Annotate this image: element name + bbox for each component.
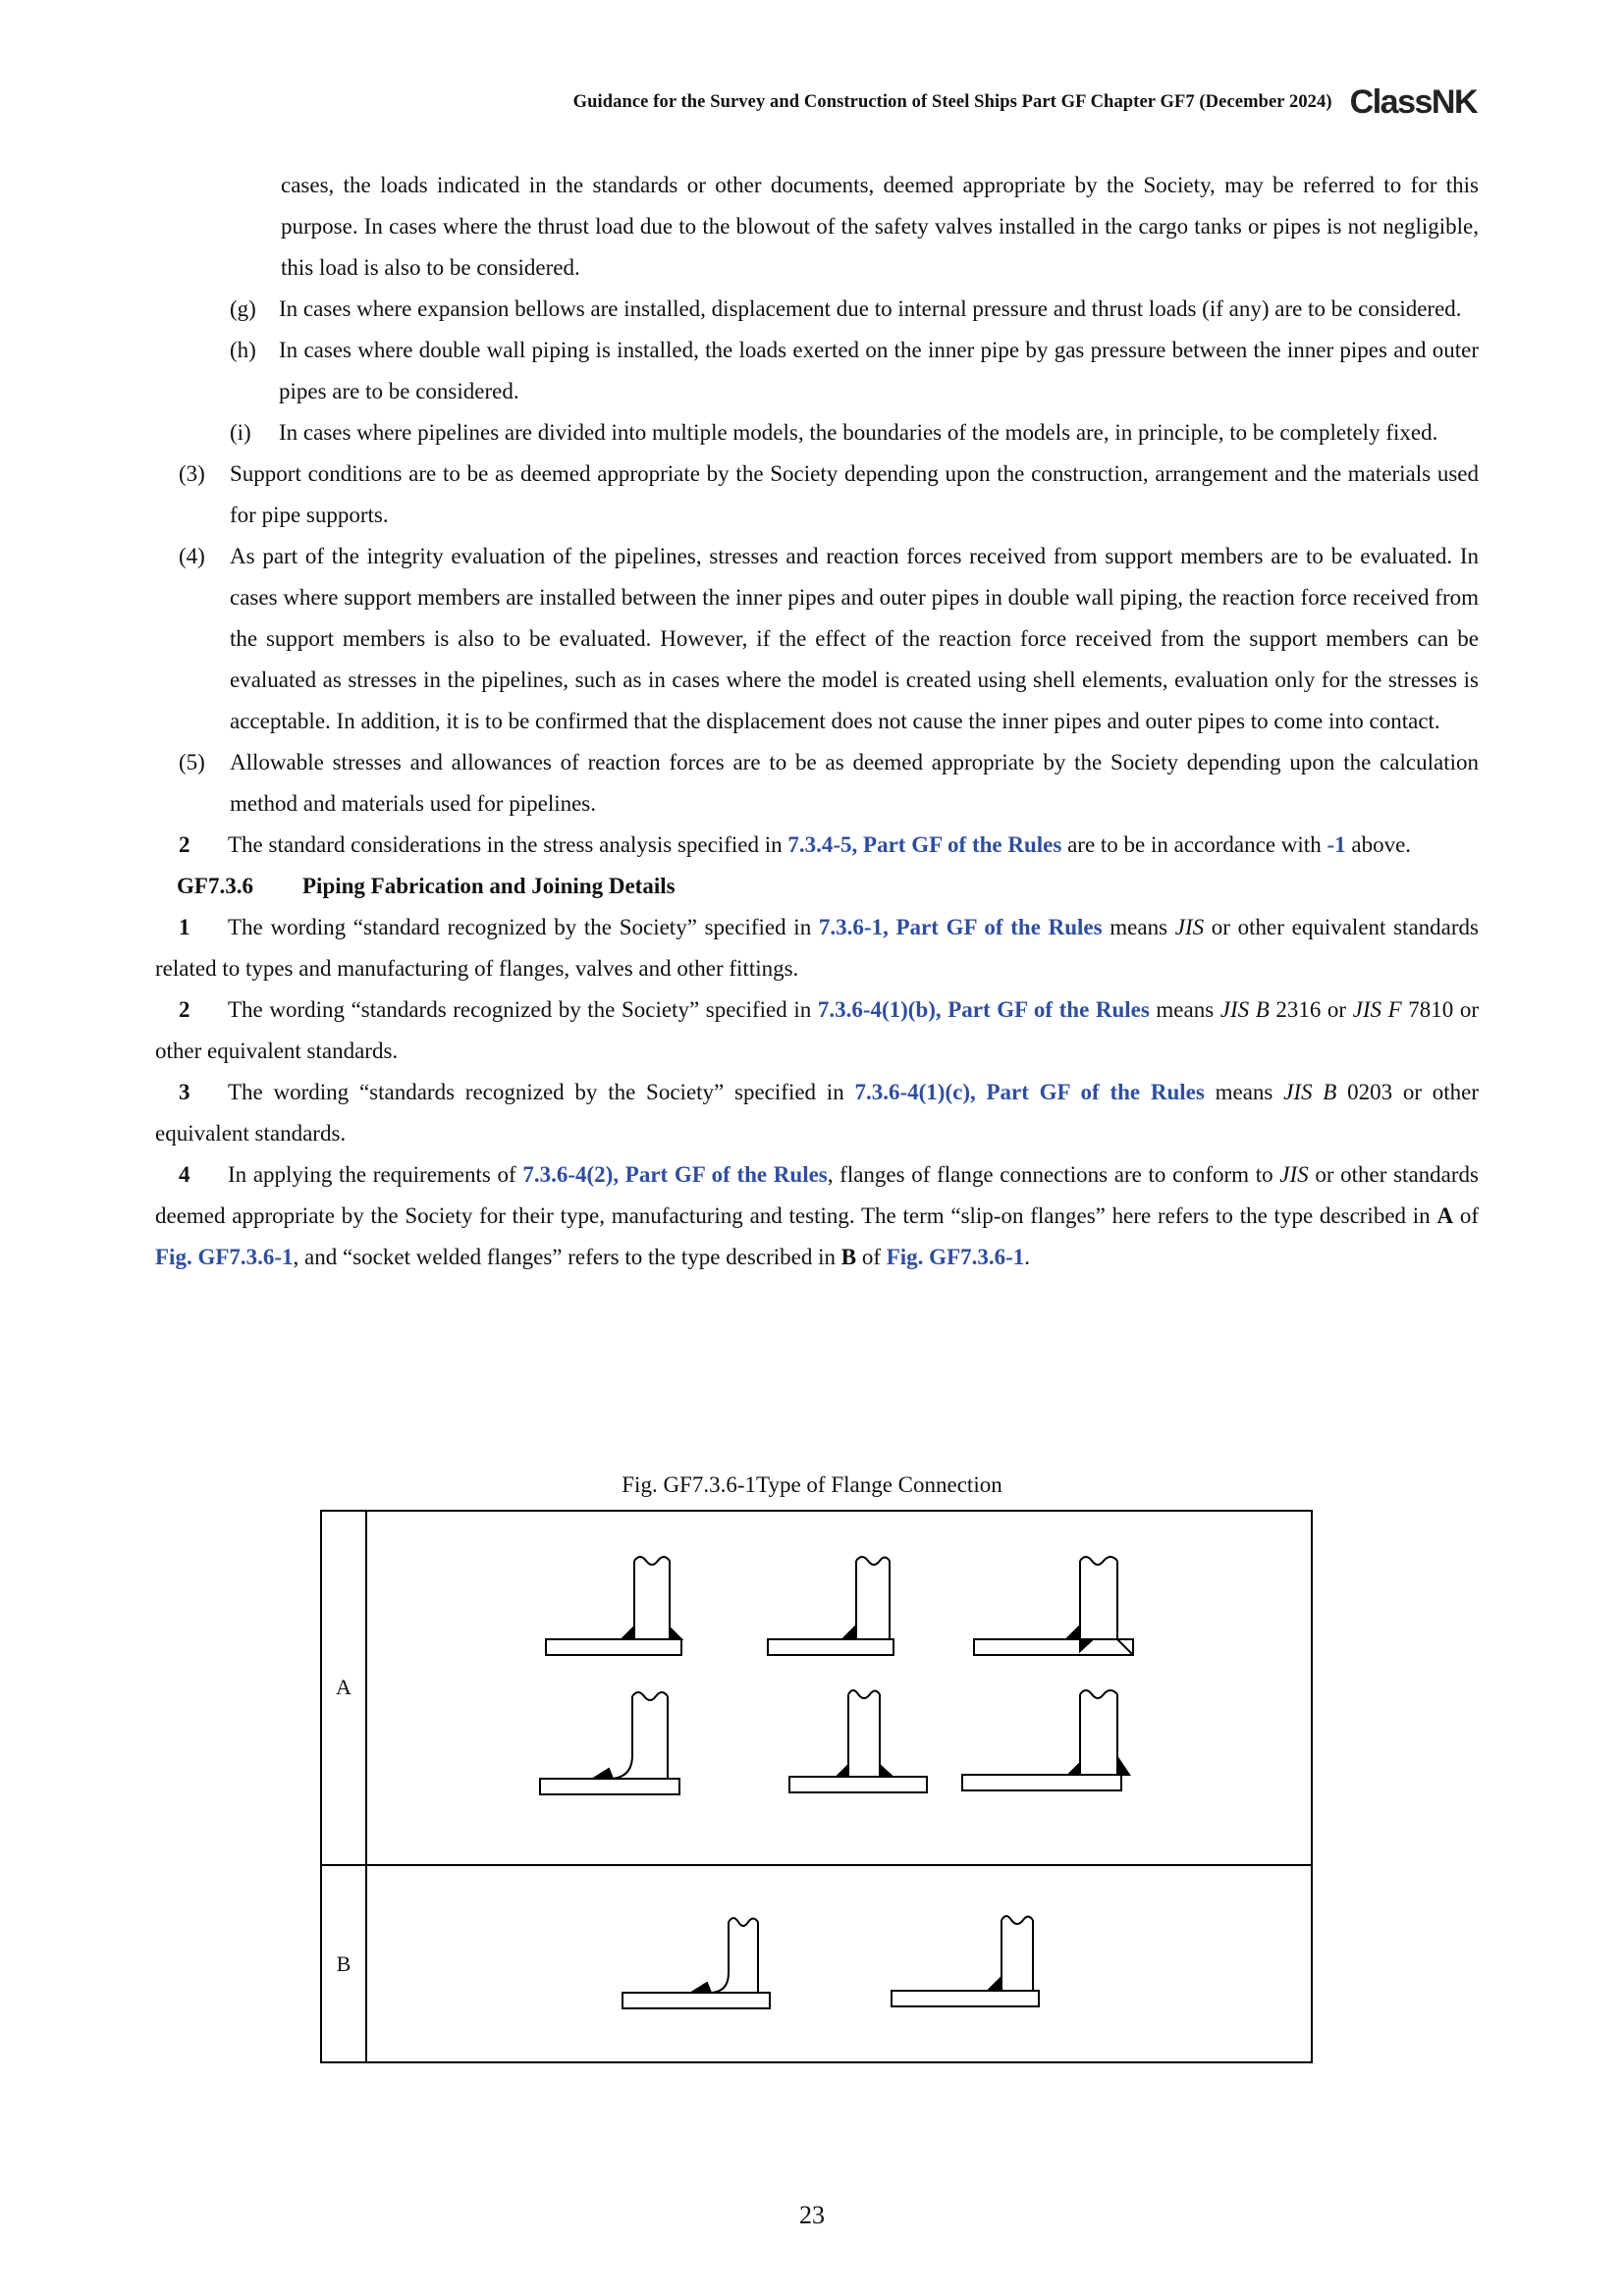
figure-link[interactable]: Fig. GF7.3.6-1 bbox=[155, 1245, 294, 1269]
sub-item-text: In cases where expansion bellows are installed, displacement due to internal pressure and thrust loads (if any) are to be considered. bbox=[279, 296, 1462, 321]
item-label: (4) bbox=[179, 544, 205, 568]
continuation-text: cases, the loads indicated in the standards or other documents, deemed appropriate by the Society, may be referred to for this purpose. In cases where the thrust load due to the blowout of the safety valves installed in the cargo tanks or pipes is not negligible, this load is also to be considered. bbox=[281, 173, 1479, 280]
page-number: 23 bbox=[799, 2201, 825, 2229]
flange-slip-on-2 bbox=[768, 1557, 893, 1655]
section-number: GF7.3.6 bbox=[177, 874, 253, 898]
header-title: Guidance for the Survey and Construction of Steel Ships Part GF Chapter GF7 (December 2024) bbox=[572, 91, 1332, 112]
flange-figure bbox=[320, 1510, 1313, 2063]
row-label-a: A bbox=[336, 1675, 352, 1699]
flange-slip-on-6 bbox=[962, 1690, 1129, 1790]
paragraph-1: 1 The wording “standard recognized by the Society” specified in 7.3.6-1, Part GF of the Rules means JIS or other equivalent standards related to types and manufacturing of flanges, valves and other fittings. bbox=[155, 915, 1479, 981]
rule-link[interactable]: 7.3.4-5, Part GF of the Rules bbox=[787, 832, 1062, 857]
rule-link[interactable]: -1 bbox=[1326, 832, 1346, 857]
sub-item-h bbox=[155, 330, 1479, 412]
flange-slip-on-1 bbox=[546, 1557, 681, 1655]
classnk-logo: ClassNK bbox=[1349, 82, 1477, 121]
rule-link[interactable]: 7.3.6-4(1)(c), Part GF of the Rules bbox=[854, 1080, 1205, 1104]
item-5 bbox=[155, 742, 1479, 825]
sub-item-text: In cases where double wall piping is installed, the loads exerted on the inner pipe by gas pressure between the inner pipes and outer pipes are to be considered. bbox=[279, 338, 1479, 403]
flange-slip-on-5 bbox=[789, 1690, 927, 1792]
rule-link[interactable]: 7.3.6-1, Part GF of the Rules bbox=[818, 915, 1103, 939]
item-text: Allowable stresses and allowances of reaction forces are to be as deemed appropriate by the Society depending upon the calculation method and materials used for pipelines. bbox=[230, 750, 1479, 816]
section-heading bbox=[177, 866, 1479, 907]
paragraph-3: 3 The wording “standards recognized by the Society” specified in 7.3.6-4(1)(c), Part GF of the Rules means JIS B 0203 or other equivalent standards. bbox=[155, 1080, 1480, 1146]
document-body bbox=[155, 165, 1479, 1278]
item-text: Support conditions are to be as deemed appropriate by the Society depending upon the construction, arrangement and the materials used for pipe supports. bbox=[230, 461, 1479, 527]
sub-item-text: In cases where pipelines are divided into multiple models, the boundaries of the models are, in principle, to be completely fixed. bbox=[279, 420, 1438, 445]
item-label: (3) bbox=[179, 461, 205, 486]
sub-item-i bbox=[155, 412, 1479, 454]
paragraph-2b: 2 The wording “standards recognized by the Society” specified in 7.3.6-4(1)(b), Part GF of the Rules means JIS B 2316 or JIS F 7810 or other equivalent standards. bbox=[155, 997, 1479, 1063]
item-text: As part of the integrity evaluation of the pipelines, stresses and reaction forces received from support members are to be evaluated. In cases where support members are installed between the inner pipes and outer pipes in double wall piping, the reaction force received from the support members is also to be evaluated. However, if the effect of the reaction force received from the support members can be evaluated as stresses in the pipelines, such as in cases where the model is created using shell elements, evaluation only for the stresses is acceptable. In addition, it is to be confirmed that the displacement does not cause the inner pipes and outer pipes to come into contact. bbox=[230, 544, 1479, 733]
flange-slip-on-4 bbox=[540, 1692, 679, 1794]
sub-item-g bbox=[155, 289, 1479, 330]
section-title: Piping Fabrication and Joining Details bbox=[302, 874, 676, 898]
item-label: (5) bbox=[179, 750, 205, 774]
flange-socket-welded-2 bbox=[892, 1916, 1039, 2006]
item-4 bbox=[155, 536, 1479, 742]
item-3 bbox=[155, 454, 1479, 536]
sub-item-label: (h) bbox=[230, 338, 256, 362]
page-header bbox=[573, 82, 1477, 122]
flange-drawings bbox=[322, 1512, 1311, 2061]
sub-item-label: (g) bbox=[230, 296, 256, 321]
paragraph-number: 2 bbox=[179, 832, 190, 857]
sub-item-label: (i) bbox=[230, 420, 251, 445]
paragraph-4: 4 In applying the requirements of 7.3.6-4(2), Part GF of the Rules, flanges of flange connections are to conform to JIS or other standards deemed appropriate by the Society for their type, manufacturing and testing. The term “slip-on flanges” here refers to the type described in A of Fig. GF7.3.6-1, and “socket welded flanges” refers to the type described in B of Fig. GF7.3.6-1. bbox=[155, 1162, 1479, 1269]
paragraph-2: 2 The standard considerations in the stress analysis specified in 7.3.4-5, Part GF of the Rules are to be in accordance with -1 above. bbox=[155, 825, 1479, 866]
rule-link[interactable]: 7.3.6-4(2), Part GF of the Rules bbox=[522, 1162, 828, 1187]
rule-link[interactable]: 7.3.6-4(1)(b), Part GF of the Rules bbox=[817, 997, 1150, 1022]
row-label-b: B bbox=[336, 1951, 352, 1976]
flange-slip-on-3 bbox=[974, 1557, 1133, 1655]
figure-caption: Fig. GF7.3.6-1Type of Flange Connection bbox=[622, 1472, 1002, 1497]
figure-link[interactable]: Fig. GF7.3.6-1 bbox=[886, 1245, 1025, 1269]
flange-socket-welded-1 bbox=[623, 1918, 770, 2008]
